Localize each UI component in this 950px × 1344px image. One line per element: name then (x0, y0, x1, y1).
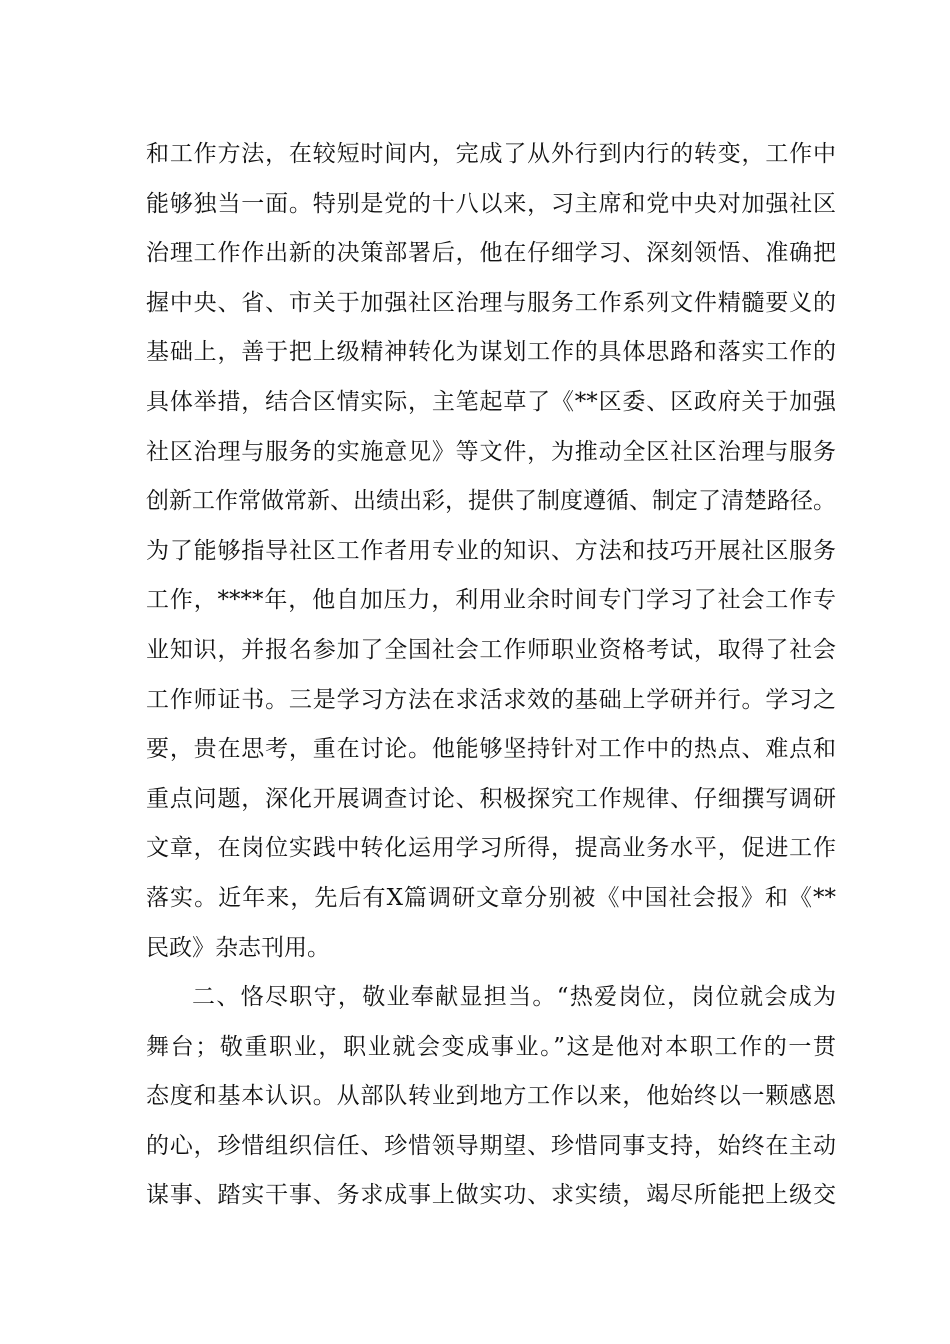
text-line: 二、恪尽职守，敬业奉献显担当。“热爱岗位，岗位就会成为 (192, 984, 836, 1011)
text-line: 工作师证书。三是学习方法在求活求效的基础上学研并行。学习之 (146, 686, 836, 713)
text-line: 治理工作作出新的决策部署后，他在仔细学习、深刻领悟、准确把 (146, 240, 836, 267)
text-line: 文章，在岗位实践中转化运用学习所得，提高业务水平，促进工作 (146, 835, 836, 862)
text-line: 要，贵在思考，重在讨论。他能够坚持针对工作中的热点、难点和 (146, 736, 836, 763)
text-line: 基础上，善于把上级精神转化为谋划工作的具体思路和落实工作的 (146, 339, 836, 366)
text-line: 工作，****年，他自加压力，利用业余时间专门学习了社会工作专 (146, 587, 836, 614)
text-line: 落实。近年来，先后有X篇调研文章分别被《中国社会报》和《** (146, 884, 836, 911)
text-line: 为了能够指导社区工作者用专业的知识、方法和技巧开展社区服务 (146, 537, 836, 564)
text-line: 握中央、省、市关于加强社区治理与服务工作系列文件精髓要义的 (146, 289, 836, 316)
text-line: 业知识，并报名参加了全国社会工作师职业资格考试，取得了社会 (146, 636, 836, 663)
text-line: 具体举措，结合区情实际，主笔起草了《**区委、区政府关于加强 (146, 388, 836, 415)
paragraph-2 (146, 973, 836, 1221)
text-line: 创新工作常做常新、出绩出彩，提供了制度遵循、制定了清楚路径。 (146, 488, 836, 515)
text-line: 的心，珍惜组织信任、珍惜领导期望、珍惜同事支持，始终在主动 (146, 1132, 836, 1159)
text-line: 态度和基本认识。从部队转业到地方工作以来，他始终以一颗感恩 (146, 1083, 836, 1110)
text-line: 重点问题，深化开展调查讨论、积极探究工作规律、仔细撰写调研 (146, 785, 836, 812)
text-line: 能够独当一面。特别是党的十八以来，习主席和党中央对加强社区 (146, 190, 836, 217)
text-line: 舞台；敬重职业，职业就会变成事业。”这是他对本职工作的一贯 (146, 1033, 836, 1060)
text-line: 社区治理与服务的实施意见》等文件，为推动全区社区治理与服务 (146, 438, 836, 465)
paragraph-1 (146, 130, 836, 973)
text-line: 民政》杂志刊用。 (146, 934, 330, 961)
text-line: 和工作方法，在较短时间内，完成了从外行到内行的转变，工作中 (146, 141, 836, 167)
text-line: 谋事、踏实干事、务求成事上做实功、求实绩，竭尽所能把上级交 (146, 1182, 836, 1209)
document-body (146, 130, 836, 1221)
